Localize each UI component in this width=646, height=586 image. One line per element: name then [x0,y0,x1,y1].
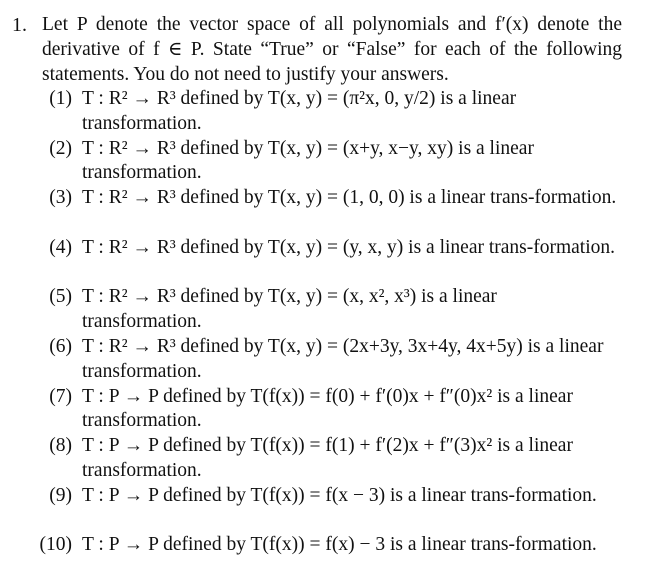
statement-item [0,137,646,187]
statement-text: T : R² → R³ defined by T(x, y) = (x, x², x³) is a linear transformation. [82,286,497,333]
problem-number: 1. [12,14,27,36]
statement-text: T : P → P defined by T(f(x)) = f(0) + f′(0)x + f″(0)x² is a linear transformation. [82,385,573,432]
statement-number: (5) [49,286,72,308]
statement-text: T : P → P defined by T(f(x)) = f(1) + f′(2)x + f″(3)x² is a linear transformation. [82,435,573,481]
statement-number: (3) [49,187,72,209]
statement-text: T : P → P defined by T(f(x)) = f(x − 3) is a linear trans-formation. [82,484,597,506]
statement-text: T : R² → R³ defined by T(x, y) = (π²x, 0, y/2) is a linear transformation. [82,88,517,134]
statement-item [0,335,646,385]
statement-number: (9) [49,484,72,506]
statement-text: T : P → P defined by T(f(x)) = f(x) − 3 is a linear trans-formation. [82,534,597,556]
statement-item [0,434,646,484]
statement-text: T : R² → R³ defined by T(x, y) = (y, x, y) is a linear trans-formation. [82,236,616,258]
statement-number: (1) [49,88,72,109]
statement-item [0,533,646,583]
statement-list [0,87,646,583]
statement-item [0,385,646,435]
statement-number: (6) [49,335,72,357]
statement-item [0,285,646,335]
statement-number: (7) [49,385,72,407]
statement-text: T : R² → R³ defined by T(x, y) = (1, 0, 0) is a linear trans-formation. [82,187,617,209]
statement-number: (10) [39,534,72,556]
statement-item [0,484,646,534]
statement-number: (8) [49,435,72,457]
problem-intro: Let P denote the vector space of all polynomials and f′(x) denote the derivative of f ∈ P. State “True” or “False” for each of the following statements. You do not need to justify your answers. [42,14,622,85]
statement-text: T : R² → R³ defined by T(x, y) = (2x+3y, 3x+4y, 4x+5y) is a linear transformation. [82,335,604,382]
statement-number: (2) [49,137,72,159]
statement-item [0,87,646,137]
statement-item [0,186,646,236]
statement-number: (4) [49,236,72,258]
statement-item [0,236,646,286]
statement-text: T : R² → R³ defined by T(x, y) = (x+y, x−y, xy) is a linear transformation. [82,137,534,184]
